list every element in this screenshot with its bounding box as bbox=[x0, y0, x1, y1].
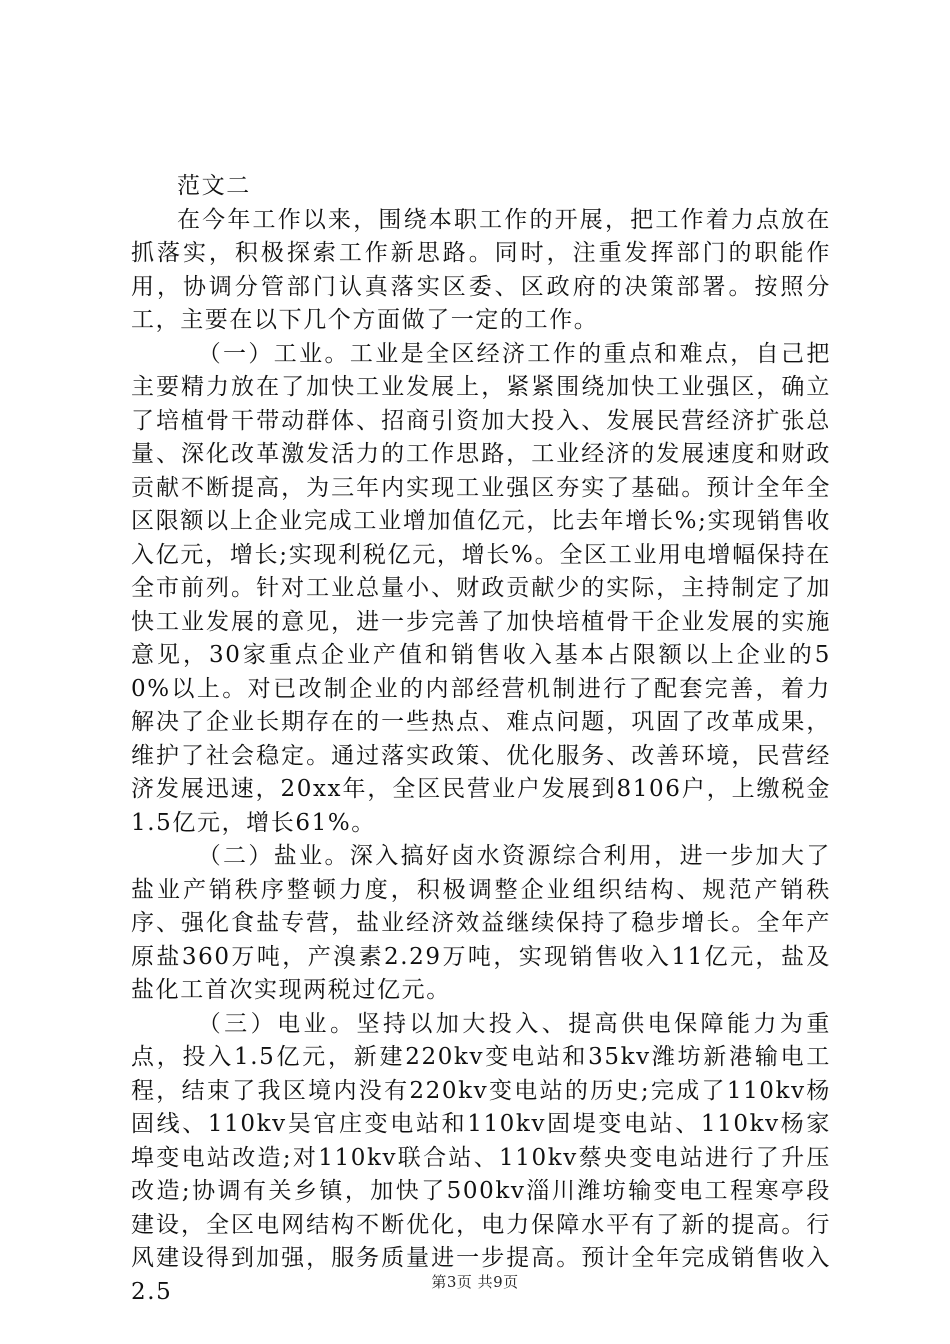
paragraph-intro: 在今年工作以来，围绕本职工作的开展，把工作着力点放在抓落实，积极探索工作新思路。同时，注重发挥部门的职能作用，协调分管部门认真落实区委、区政府的决策部署。按照分工，主要在以下几个方面做了一定的工作。 bbox=[131, 206, 831, 333]
document-body bbox=[131, 170, 831, 1309]
paragraph-salt: （二）盐业。深入搞好卤水资源综合利用，进一步加大了盐业产销秩序整顿力度，积极调整企业组织结构、规范产销秩序、强化食盐专营，盐业经济效益继续保持了稳步增长。全年产原盐360万吨，产溴素2.29万吨，实现销售收入11亿元，盐及盐化工首次实现两税过亿元。 bbox=[131, 843, 831, 1003]
page-number-footer: 第3页 共9页 bbox=[431, 1273, 519, 1291]
paragraph-industry: （一）工业。工业是全区经济工作的重点和难点，自己把主要精力放在了加快工业发展上，紧紧围绕加快工业强区，确立了培植骨干带动群体、招商引资加大投入、发展民营经济扩张总量、深化改革激发活力的工作思路，工业经济的发展速度和财政贡献不断提高，为三年内实现工业强区夯实了基础。预计全年全区限额以上企业完成工业增加值亿元，比去年增长%;实现销售收入亿元，增长;实现利税亿元，增长%。全区工业用电增幅保持在全市前列。针对工业总量小、财政贡献少的实际，主持制定了加快工业发展的意见，进一步完善了加快培植骨干企业发展的实施意见，30家重点企业产值和销售收入基本占限额以上企业的50%以上。对已改制企业的内部经营机制进行了配套完善，着力解决了企业长期存在的一些热点、难点问题，巩固了改革成果，维护了社会稳定。通过落实政策、优化服务、改善环境，民营经济发展迅速，20xx年，全区民营业户发展到8106户，上缴税金1.5亿元，增长61%。 bbox=[131, 340, 831, 836]
document-title: 范文二 bbox=[177, 173, 251, 199]
paragraph-power: （三）电业。坚持以加大投入、提高供电保障能力为重点，投入1.5亿元，新建220kv变电站和35kv潍坊新港输电工程，结束了我区境内没有220kv变电站的历史;完成了110kv杨固线、110kv吴官庄变电站和110kv固堤变电站、110kv杨家埠变电站改造;对110kv联合站、110kv蔡央变电站进行了升压改造;协调有关乡镇，加快了500kv淄川潍坊输变电工程寒亭段建设，全区电网结构不断优化，电力保障水平有了新的提高。行风建设得到加强，服务质量进一步提高。预计全年完成销售收入2.5 bbox=[131, 1010, 831, 1305]
